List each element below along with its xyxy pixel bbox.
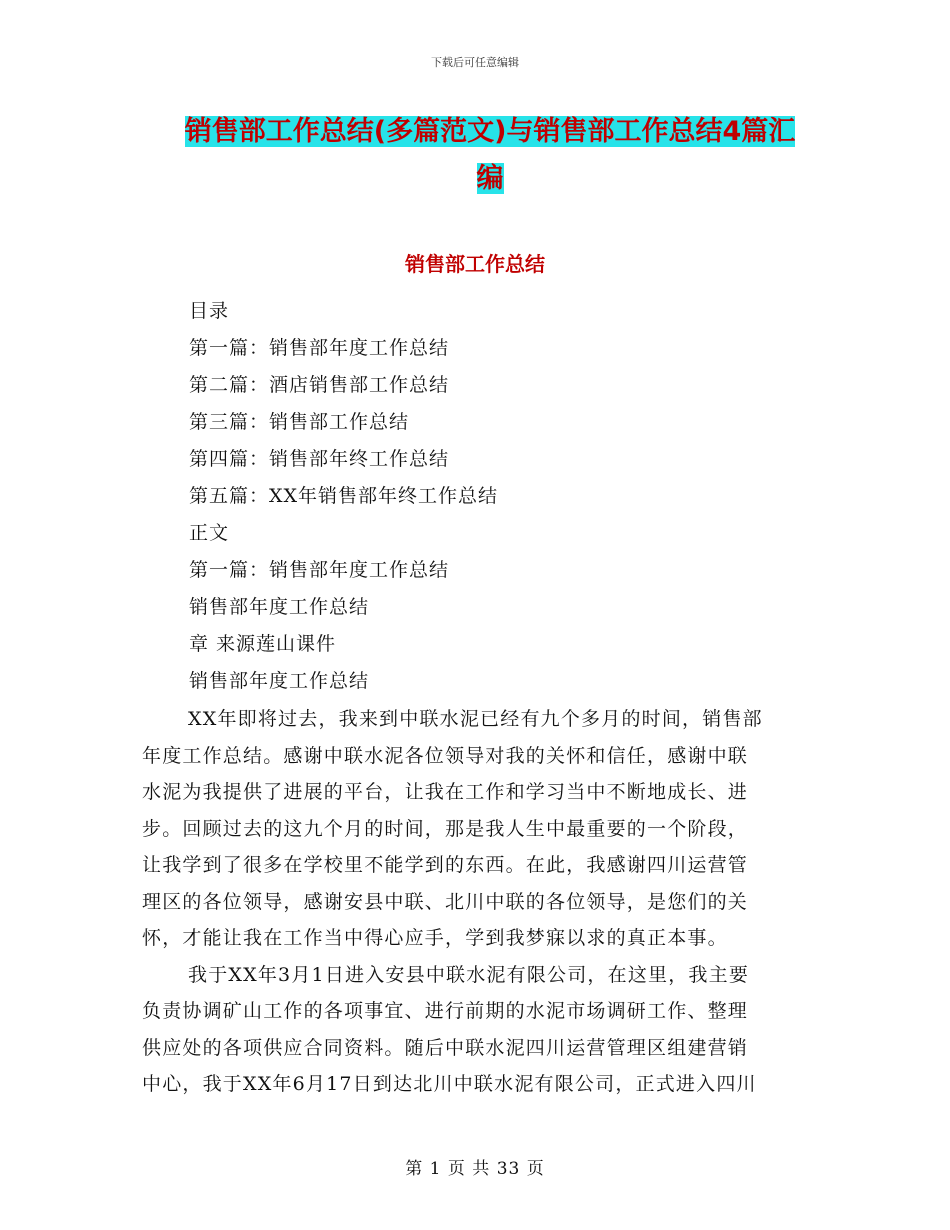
toc-line: 销售部年度工作总结 [189, 670, 370, 692]
title-line-2: 编 [476, 163, 504, 194]
toc-line: 第四篇：销售部年终工作总结 [189, 448, 450, 470]
table-of-contents [189, 293, 829, 700]
page-footer: 第 1 页 共 33 页 [405, 1159, 545, 1179]
text-line: XX年即将过去，我来到中联水泥已经有九个多月的时间，销售部 [188, 708, 763, 730]
body-text [142, 701, 822, 1103]
text-line: 步。回顾过去的这九个月的时间，那是我人生中最重要的一个阶段， [142, 817, 749, 840]
text-line: 让我学到了很多在学校里不能学到的东西。在此，我感谢四川运营管 [142, 854, 749, 876]
toc-line: 第一篇：销售部年度工作总结 [189, 559, 450, 581]
toc-line: 第三篇：销售部工作总结 [189, 411, 410, 433]
text-line: 理区的各位领导，感谢安县中联、北川中联的各位领导，是您们的关 [142, 890, 749, 913]
header-note: 下载后可任意编辑 [431, 56, 519, 69]
toc-line: 销售部年度工作总结 [189, 596, 370, 618]
document-title [140, 108, 840, 202]
toc-line: 目录 [189, 300, 230, 322]
toc-line: 第一篇：销售部年度工作总结 [189, 337, 450, 359]
section-heading: 销售部工作总结 [405, 252, 545, 276]
text-line: 中心，我于XX年6月17日到达北川中联水泥有限公司，正式进入四川 [142, 1073, 757, 1095]
text-line: 水泥为我提供了进展的平台，让我在工作和学习当中不断地成长、进 [142, 781, 749, 803]
title-line-1: 销售部工作总结(多篇范文)与销售部工作总结4篇汇 [184, 116, 796, 147]
toc-line: 第五篇：XX年销售部年终工作总结 [189, 485, 499, 507]
toc-line: 第二篇：酒店销售部工作总结 [189, 374, 450, 396]
toc-line: 章 来源莲山课件 [189, 633, 337, 655]
paragraph-2 [142, 957, 822, 1103]
text-line: 供应处的各项供应合同资料。随后中联水泥四川运营管理区组建营销 [142, 1036, 749, 1059]
text-line: 负责协调矿山工作的各项事宜、进行前期的水泥市场调研工作、整理 [142, 1000, 749, 1022]
text-line: 我于XX年3月1日进入安县中联水泥有限公司，在这里，我主要 [188, 963, 750, 986]
text-line: 怀，才能让我在工作当中得心应手，学到我梦寐以求的真正本事。 [142, 927, 728, 949]
toc-line: 正文 [189, 522, 230, 544]
paragraph-1 [142, 701, 822, 957]
text-line: 年度工作总结。感谢中联水泥各位领导对我的关怀和信任，感谢中联 [142, 744, 749, 767]
